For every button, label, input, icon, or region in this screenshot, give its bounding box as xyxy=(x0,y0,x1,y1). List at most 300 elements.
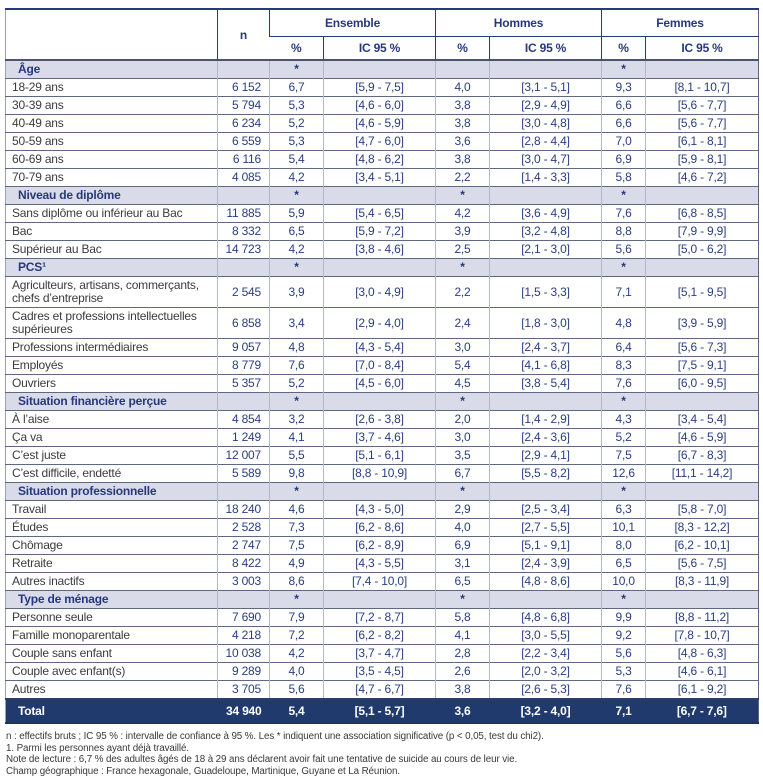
footnote-reading-note: Note de lecture : 6,7 % des adultes âgés de 18 à 29 ans déclarent avoir fait une tentative de suicide au cours de leur vie. xyxy=(6,754,518,765)
ic-value: [5,1 - 9,5] xyxy=(646,277,759,308)
pct-value: 7,1 xyxy=(602,277,646,308)
ic-value: [3,9 - 5,9] xyxy=(646,308,759,339)
n-value: 2 545 xyxy=(218,277,270,308)
pct-header-femmes: % xyxy=(602,37,646,61)
pct-value: 8,8 xyxy=(602,223,646,241)
section-label: Situation professionnelle xyxy=(6,483,218,501)
pct-value: 2,8 xyxy=(436,645,490,663)
table-row xyxy=(6,609,759,627)
n-value: 4 854 xyxy=(218,411,270,429)
section-label: Type de ménage xyxy=(6,591,218,609)
ic-value: [7,8 - 10,7] xyxy=(646,627,759,645)
pct-value: 7,0 xyxy=(602,133,646,151)
ic-value: [2,1 - 3,0] xyxy=(490,241,602,259)
pct-value: 2,0 xyxy=(436,411,490,429)
total-n-value: 34 940 xyxy=(218,699,270,723)
pct-value: 4,2 xyxy=(436,205,490,223)
n-value: 8 779 xyxy=(218,357,270,375)
n-value: 2 528 xyxy=(218,519,270,537)
n-value: 9 289 xyxy=(218,663,270,681)
ic-value: [8,8 - 10,9] xyxy=(324,465,436,483)
ic-value: [2,9 - 4,1] xyxy=(490,447,602,465)
pct-value: 5,8 xyxy=(436,609,490,627)
pct-value: 7,6 xyxy=(602,205,646,223)
ic-value: [6,8 - 8,5] xyxy=(646,205,759,223)
row-label: C’est juste xyxy=(6,447,218,465)
ic-value: [4,3 - 5,5] xyxy=(324,555,436,573)
pct-value: 4,2 xyxy=(270,645,324,663)
ic-cell-empty xyxy=(646,259,759,277)
pct-value: 3,0 xyxy=(436,339,490,357)
table-row xyxy=(6,133,759,151)
pct-value: 5,6 xyxy=(602,241,646,259)
total-label: Total xyxy=(6,699,218,723)
ic-value: [4,5 - 6,0] xyxy=(324,375,436,393)
significance-star: * xyxy=(436,591,490,609)
pct-value: 3,1 xyxy=(436,555,490,573)
pct-value: 2,2 xyxy=(436,277,490,308)
pct-value: 4,9 xyxy=(270,555,324,573)
ic-value: [4,7 - 6,0] xyxy=(324,133,436,151)
ic-value: [8,8 - 11,2] xyxy=(646,609,759,627)
ic-value: [3,8 - 5,4] xyxy=(490,375,602,393)
total-pct-value: 7,1 xyxy=(602,699,646,723)
table-row xyxy=(6,627,759,645)
table-row xyxy=(6,681,759,700)
section-label: PCS¹ xyxy=(6,259,218,277)
ic-value: [5,9 - 8,1] xyxy=(646,151,759,169)
ic-value: [5,1 - 6,1] xyxy=(324,447,436,465)
n-value: 5 589 xyxy=(218,465,270,483)
table-row xyxy=(6,573,759,591)
n-value: 12 007 xyxy=(218,447,270,465)
pct-value: 5,2 xyxy=(602,429,646,447)
statistics-table-container xyxy=(5,8,758,724)
ic-value: [3,6 - 4,9] xyxy=(490,205,602,223)
ic-cell-empty xyxy=(490,591,602,609)
pct-value: 4,2 xyxy=(270,169,324,187)
pct-value: 5,9 xyxy=(270,205,324,223)
ic-value: [2,7 - 5,5] xyxy=(490,519,602,537)
n-cell-empty xyxy=(218,591,270,609)
ic-value: [2,5 - 3,4] xyxy=(490,501,602,519)
row-label: Chômage xyxy=(6,537,218,555)
n-value: 7 690 xyxy=(218,609,270,627)
table-row xyxy=(6,79,759,97)
pct-value: 6,5 xyxy=(436,573,490,591)
row-label: 50-59 ans xyxy=(6,133,218,151)
significance-star: * xyxy=(602,259,646,277)
pct-value: 10,0 xyxy=(602,573,646,591)
ic-value: [2,6 - 5,3] xyxy=(490,681,602,700)
n-value: 8 422 xyxy=(218,555,270,573)
pct-value: 6,7 xyxy=(436,465,490,483)
ic-value: [2,2 - 3,4] xyxy=(490,645,602,663)
ic-cell-empty xyxy=(646,393,759,411)
ic-value: [8,3 - 12,2] xyxy=(646,519,759,537)
n-value: 6 559 xyxy=(218,133,270,151)
pct-value: 5,8 xyxy=(602,169,646,187)
pct-value: 10,1 xyxy=(602,519,646,537)
ic-value: [7,9 - 9,9] xyxy=(646,223,759,241)
ic-value: [1,5 - 3,3] xyxy=(490,277,602,308)
table-row xyxy=(6,645,759,663)
ic-value: [4,8 - 6,3] xyxy=(646,645,759,663)
row-label: Retraite xyxy=(6,555,218,573)
pct-value: 3,8 xyxy=(436,97,490,115)
pct-value: 2,4 xyxy=(436,308,490,339)
ic-value: [7,5 - 9,1] xyxy=(646,357,759,375)
pct-value: 5,2 xyxy=(270,375,324,393)
ic-value: [5,4 - 6,5] xyxy=(324,205,436,223)
table-row xyxy=(6,277,759,308)
pct-value: 5,6 xyxy=(602,645,646,663)
ic-value: [4,3 - 5,4] xyxy=(324,339,436,357)
total-pct-value: 5,4 xyxy=(270,699,324,723)
ic-value: [4,6 - 5,9] xyxy=(646,429,759,447)
pct-value: 3,8 xyxy=(436,115,490,133)
section-label: Âge xyxy=(6,60,218,79)
ic-value: [3,4 - 5,1] xyxy=(324,169,436,187)
section-label: Situation financière perçue xyxy=(6,393,218,411)
ic-value: [4,8 - 6,2] xyxy=(324,151,436,169)
total-row xyxy=(6,699,759,723)
pct-value: 3,8 xyxy=(436,151,490,169)
ic-value: [4,3 - 5,0] xyxy=(324,501,436,519)
pct-value: 4,0 xyxy=(270,663,324,681)
n-cell-empty xyxy=(218,60,270,79)
pct-value: 6,3 xyxy=(602,501,646,519)
ic-cell-empty xyxy=(646,483,759,501)
section-header-row xyxy=(6,259,759,277)
row-label: 60-69 ans xyxy=(6,151,218,169)
row-label: Cadres et professions intellectuelles supérieures xyxy=(6,308,218,339)
ic-cell-empty xyxy=(490,483,602,501)
n-value: 18 240 xyxy=(218,501,270,519)
row-label: Couple avec enfant(s) xyxy=(6,663,218,681)
ic-cell-empty xyxy=(490,60,602,79)
ic-value: [8,3 - 11,9] xyxy=(646,573,759,591)
pct-value: 2,6 xyxy=(436,663,490,681)
pct-value: 5,2 xyxy=(270,115,324,133)
row-label: Études xyxy=(6,519,218,537)
table-row xyxy=(6,357,759,375)
pct-value: 7,5 xyxy=(270,537,324,555)
n-value: 1 249 xyxy=(218,429,270,447)
pct-value: 9,2 xyxy=(602,627,646,645)
ic-value: [7,0 - 8,4] xyxy=(324,357,436,375)
row-label: Sans diplôme ou inférieur au Bac xyxy=(6,205,218,223)
significance-star: * xyxy=(270,483,324,501)
table-row xyxy=(6,663,759,681)
ic-value: [4,6 - 7,2] xyxy=(646,169,759,187)
n-value: 3 003 xyxy=(218,573,270,591)
pct-value: 4,1 xyxy=(270,429,324,447)
table-row xyxy=(6,115,759,133)
footnote-geographic-scope: Champ géographique : France hexagonale, Guadeloupe, Martinique, Guyane et La Réunion. xyxy=(6,765,400,777)
ic-value: [1,4 - 2,9] xyxy=(490,411,602,429)
n-value: 4 218 xyxy=(218,627,270,645)
row-label: Supérieur au Bac xyxy=(6,241,218,259)
n-value: 6 152 xyxy=(218,79,270,97)
pct-value: 5,5 xyxy=(270,447,324,465)
pct-value: 7,6 xyxy=(602,375,646,393)
ic-cell-empty xyxy=(646,187,759,205)
pct-value: 4,8 xyxy=(602,308,646,339)
ic-value: [4,6 - 6,0] xyxy=(324,97,436,115)
pct-value: 4,8 xyxy=(270,339,324,357)
pct-value: 5,3 xyxy=(270,133,324,151)
table-row xyxy=(6,411,759,429)
ic-cell-empty xyxy=(646,60,759,79)
ic-value: [4,8 - 6,8] xyxy=(490,609,602,627)
row-label: Couple sans enfant xyxy=(6,645,218,663)
pct-value: 4,3 xyxy=(602,411,646,429)
ic-value: [5,6 - 7,7] xyxy=(646,115,759,133)
row-label: Travail xyxy=(6,501,218,519)
pct-value: 2,9 xyxy=(436,501,490,519)
n-value: 11 885 xyxy=(218,205,270,223)
ic-value: [2,9 - 4,0] xyxy=(324,308,436,339)
pct-value: 2,5 xyxy=(436,241,490,259)
row-label: Personne seule xyxy=(6,609,218,627)
ic-header-hommes: IC 95 % xyxy=(490,37,602,61)
significance-star: * xyxy=(602,187,646,205)
pct-value: 7,5 xyxy=(602,447,646,465)
ic-value: [6,2 - 8,9] xyxy=(324,537,436,555)
ic-value: [1,8 - 3,0] xyxy=(490,308,602,339)
significance-star: * xyxy=(436,187,490,205)
ic-value: [5,1 - 9,1] xyxy=(490,537,602,555)
group-header-ensemble: Ensemble xyxy=(270,9,436,37)
row-label: Autres inactifs xyxy=(6,573,218,591)
row-label-column-header xyxy=(6,9,218,60)
table-row xyxy=(6,241,759,259)
pct-value: 5,3 xyxy=(270,97,324,115)
row-label: Professions intermédiaires xyxy=(6,339,218,357)
ic-cell-empty xyxy=(490,259,602,277)
pct-value: 3,9 xyxy=(270,277,324,308)
ic-value: [8,1 - 10,7] xyxy=(646,79,759,97)
row-label: Bac xyxy=(6,223,218,241)
n-cell-empty xyxy=(218,483,270,501)
section-header-row xyxy=(6,60,759,79)
n-cell-empty xyxy=(218,393,270,411)
row-label: C’est difficile, endetté xyxy=(6,465,218,483)
pct-value: 6,4 xyxy=(602,339,646,357)
pct-value: 3,0 xyxy=(436,429,490,447)
table-row xyxy=(6,501,759,519)
ic-value: [5,6 - 7,3] xyxy=(646,339,759,357)
pct-header-hommes: % xyxy=(436,37,490,61)
ic-value: [6,1 - 8,1] xyxy=(646,133,759,151)
table-row xyxy=(6,429,759,447)
table-row xyxy=(6,465,759,483)
row-label: Agriculteurs, artisans, commerçants, chefs d’entreprise xyxy=(6,277,218,308)
ic-value: [2,6 - 3,8] xyxy=(324,411,436,429)
table-row xyxy=(6,375,759,393)
ic-header-ensemble: IC 95 % xyxy=(324,37,436,61)
row-label: 70-79 ans xyxy=(6,169,218,187)
pct-value: 3,5 xyxy=(436,447,490,465)
pct-value: 2,2 xyxy=(436,169,490,187)
significance-star: * xyxy=(602,483,646,501)
ic-cell-empty xyxy=(324,393,436,411)
footnotes xyxy=(6,731,756,777)
ic-value: [3,4 - 5,4] xyxy=(646,411,759,429)
significance-star: * xyxy=(270,187,324,205)
n-value: 9 057 xyxy=(218,339,270,357)
section-header-row xyxy=(6,483,759,501)
group-header-row xyxy=(6,9,759,37)
n-column-header: n xyxy=(218,9,270,60)
significance-star xyxy=(436,60,490,79)
row-label: Employés xyxy=(6,357,218,375)
pct-value: 12,6 xyxy=(602,465,646,483)
significance-star: * xyxy=(270,259,324,277)
ic-value: [5,9 - 7,2] xyxy=(324,223,436,241)
pct-value: 3,8 xyxy=(436,681,490,700)
table-row xyxy=(6,169,759,187)
table-header xyxy=(6,9,759,60)
ic-value: [1,4 - 3,3] xyxy=(490,169,602,187)
ic-value: [4,6 - 5,9] xyxy=(324,115,436,133)
pct-value: 5,4 xyxy=(270,151,324,169)
section-header-row xyxy=(6,393,759,411)
ic-cell-empty xyxy=(324,591,436,609)
significance-star: * xyxy=(436,393,490,411)
ic-value: [2,4 - 3,7] xyxy=(490,339,602,357)
ic-value: [2,0 - 3,2] xyxy=(490,663,602,681)
total-ic-value: [6,7 - 7,6] xyxy=(646,699,759,723)
significance-star: * xyxy=(270,591,324,609)
pct-value: 3,6 xyxy=(436,133,490,151)
pct-value: 8,6 xyxy=(270,573,324,591)
suicide-attempt-prevalence-table xyxy=(5,8,759,724)
footnote-definitions: n : effectifs bruts ; IC 95 % : intervalle de confiance à 95 %. Les * indiquent une association significative (p < 0,05, test du chi2). xyxy=(6,731,544,742)
table-row xyxy=(6,308,759,339)
ic-value: [3,5 - 4,5] xyxy=(324,663,436,681)
ic-value: [3,0 - 5,5] xyxy=(490,627,602,645)
ic-value: [4,7 - 6,7] xyxy=(324,681,436,700)
table-row xyxy=(6,339,759,357)
ic-value: [5,9 - 7,5] xyxy=(324,79,436,97)
row-label: À l’aise xyxy=(6,411,218,429)
pct-value: 9,8 xyxy=(270,465,324,483)
pct-value: 4,0 xyxy=(436,519,490,537)
n-value: 6 858 xyxy=(218,308,270,339)
pct-value: 9,3 xyxy=(602,79,646,97)
row-label: 18-29 ans xyxy=(6,79,218,97)
ic-value: [6,0 - 9,5] xyxy=(646,375,759,393)
ic-header-femmes: IC 95 % xyxy=(646,37,759,61)
ic-value: [4,6 - 6,1] xyxy=(646,663,759,681)
group-header-hommes: Hommes xyxy=(436,9,602,37)
row-label: Ouvriers xyxy=(6,375,218,393)
ic-value: [5,6 - 7,5] xyxy=(646,555,759,573)
pct-value: 4,0 xyxy=(436,79,490,97)
pct-value: 7,3 xyxy=(270,519,324,537)
pct-value: 6,5 xyxy=(602,555,646,573)
total-pct-value: 3,6 xyxy=(436,699,490,723)
ic-value: [4,1 - 6,8] xyxy=(490,357,602,375)
table-row xyxy=(6,537,759,555)
ic-value: [6,2 - 8,6] xyxy=(324,519,436,537)
table-body xyxy=(6,60,759,723)
n-cell-empty xyxy=(218,259,270,277)
ic-value: [2,4 - 3,9] xyxy=(490,555,602,573)
pct-value: 7,9 xyxy=(270,609,324,627)
n-value: 14 723 xyxy=(218,241,270,259)
pct-value: 7,2 xyxy=(270,627,324,645)
ic-value: [5,8 - 7,0] xyxy=(646,501,759,519)
table-row xyxy=(6,205,759,223)
n-value: 5 794 xyxy=(218,97,270,115)
pct-value: 4,1 xyxy=(436,627,490,645)
pct-value: 3,2 xyxy=(270,411,324,429)
pct-value: 3,4 xyxy=(270,308,324,339)
pct-value: 5,6 xyxy=(270,681,324,700)
row-label: Autres xyxy=(6,681,218,700)
ic-value: [3,0 - 4,9] xyxy=(324,277,436,308)
row-label: Famille monoparentale xyxy=(6,627,218,645)
pct-value: 4,5 xyxy=(436,375,490,393)
pct-value: 6,6 xyxy=(602,97,646,115)
significance-star: * xyxy=(436,259,490,277)
pct-value: 6,9 xyxy=(602,151,646,169)
n-value: 5 357 xyxy=(218,375,270,393)
footnote-pcs: 1. Parmi les personnes ayant déjà travaillé. xyxy=(6,742,189,754)
significance-star: * xyxy=(602,60,646,79)
pct-value: 5,3 xyxy=(602,663,646,681)
pct-value: 7,6 xyxy=(270,357,324,375)
ic-value: [3,1 - 5,1] xyxy=(490,79,602,97)
significance-star: * xyxy=(602,591,646,609)
ic-cell-empty xyxy=(646,591,759,609)
row-label: Ça va xyxy=(6,429,218,447)
ic-value: [3,0 - 4,7] xyxy=(490,151,602,169)
pct-header-ensemble: % xyxy=(270,37,324,61)
n-value: 8 332 xyxy=(218,223,270,241)
pct-value: 6,7 xyxy=(270,79,324,97)
pct-value: 6,5 xyxy=(270,223,324,241)
ic-value: [5,0 - 6,2] xyxy=(646,241,759,259)
ic-value: [3,2 - 4,8] xyxy=(490,223,602,241)
n-value: 4 085 xyxy=(218,169,270,187)
ic-value: [6,7 - 8,3] xyxy=(646,447,759,465)
ic-cell-empty xyxy=(324,259,436,277)
group-header-femmes: Femmes xyxy=(602,9,759,37)
significance-star: * xyxy=(602,393,646,411)
pct-value: 4,6 xyxy=(270,501,324,519)
ic-value: [3,7 - 4,6] xyxy=(324,429,436,447)
table-row xyxy=(6,223,759,241)
table-row xyxy=(6,555,759,573)
section-header-row xyxy=(6,591,759,609)
n-value: 2 747 xyxy=(218,537,270,555)
total-ic-value: [3,2 - 4,0] xyxy=(490,699,602,723)
ic-cell-empty xyxy=(490,393,602,411)
ic-value: [6,2 - 10,1] xyxy=(646,537,759,555)
pct-value: 6,9 xyxy=(436,537,490,555)
pct-value: 8,0 xyxy=(602,537,646,555)
ic-value: [2,9 - 4,9] xyxy=(490,97,602,115)
n-value: 10 038 xyxy=(218,645,270,663)
pct-value: 7,6 xyxy=(602,681,646,700)
ic-value: [2,4 - 3,6] xyxy=(490,429,602,447)
significance-star: * xyxy=(270,60,324,79)
significance-star: * xyxy=(270,393,324,411)
